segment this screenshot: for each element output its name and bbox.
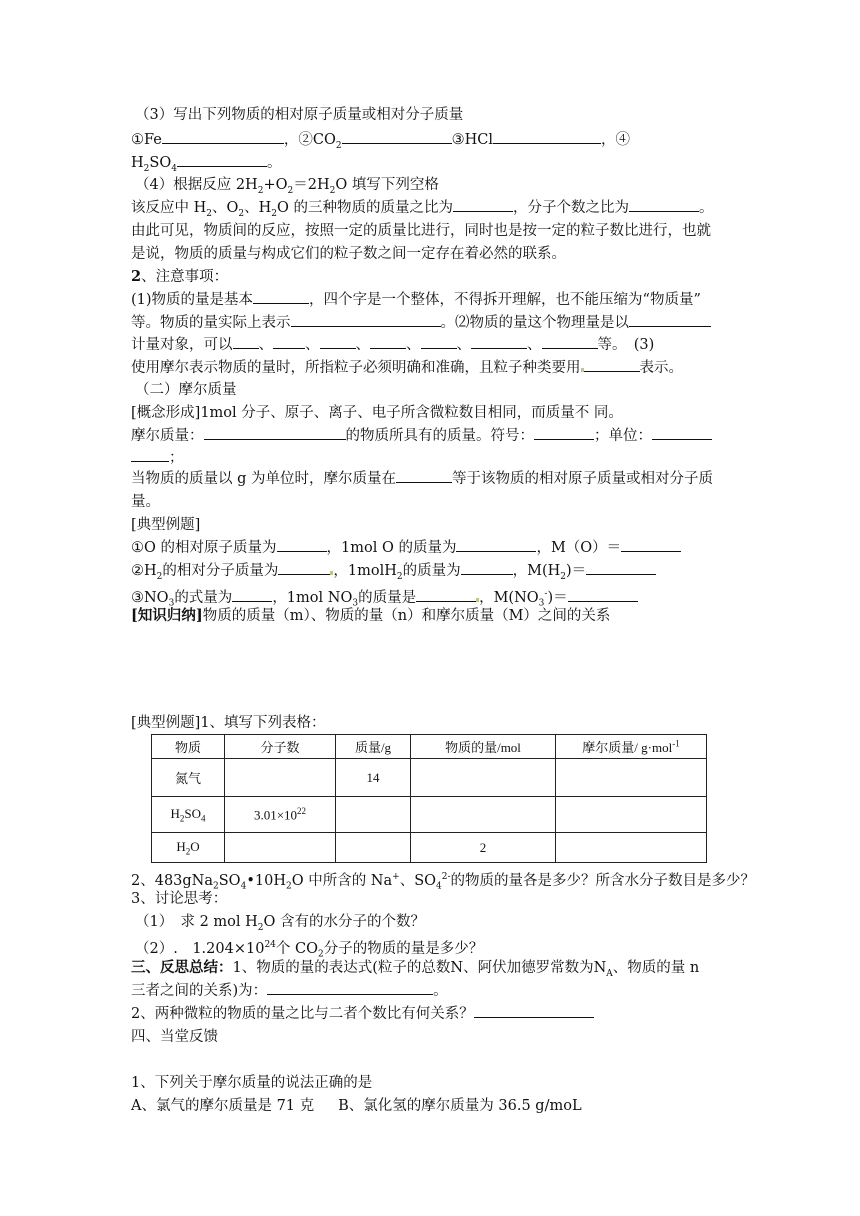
q3-2-c: 分子的物质的量是多少？: [323, 940, 484, 957]
sep-3: 、: [355, 337, 370, 353]
reflection-q2-text: 2、两种微粒的物质的量之比与二者个数比有何关系？: [131, 1006, 474, 1022]
sep-2: 、: [305, 337, 320, 353]
ex2-blank-2[interactable]: [461, 560, 513, 575]
q4-l1-f: 。: [699, 200, 714, 216]
notes-l1-a: (1)物质的量是基本: [131, 292, 254, 308]
four-label: ，④: [600, 132, 630, 148]
cell-mass[interactable]: [336, 833, 411, 863]
particle-blank-4[interactable]: [370, 334, 406, 349]
cell-name: 氮气: [152, 759, 225, 797]
after-q3-2: （2）. $1.204\times 10^{24}$个 $CO_2$分子的物质的量是多少？: [135, 940, 484, 960]
ex2-blank-3[interactable]: [586, 560, 656, 575]
q4-title-b: +O: [263, 177, 288, 193]
table-row: [152, 759, 707, 797]
cell-name-b: O: [190, 838, 200, 854]
q4-title-c: ＝2H: [293, 177, 330, 193]
molar-def-c: ；单位：: [594, 428, 652, 444]
cell-mol: 2: [411, 833, 556, 863]
cell-count[interactable]: [225, 759, 336, 797]
cell-name: $H_2O$: [152, 833, 225, 863]
q2-e: 、SO: [399, 872, 437, 889]
cell-name: $H_2SO_4$: [152, 797, 225, 833]
cell-count-sup: 22: [297, 805, 307, 816]
cell-mol[interactable]: [411, 797, 556, 833]
q2-c: •10H: [246, 872, 286, 889]
header-count: 分子数: [225, 735, 336, 759]
header-substance: 物质: [152, 735, 225, 759]
q4-title-a: （4）根据反应 2H: [135, 177, 258, 193]
molar-def-blank[interactable]: [204, 425, 346, 440]
header-mol: 物质的量/mol: [411, 735, 556, 759]
after-q2: 2、$483gNa_2SO_4•10H_2O$ 中所含的 Na+、$SO_4^{2-}$的物质的量各是多少？所含水分子数目是多少？: [131, 872, 756, 892]
notes-line1: [131, 289, 701, 311]
notes-line3: [131, 334, 654, 356]
molar-def-d: ；: [169, 450, 184, 466]
mass-ratio-blank[interactable]: [453, 197, 513, 212]
notes-heading: [131, 266, 228, 288]
ex1-b: ，1mol O 的质量为: [326, 540, 457, 556]
notes-l1-b: ，四个字是一个整体，不得拆开理解，也不能压缩为“物质量”: [309, 292, 701, 308]
fe-blank[interactable]: [162, 129, 284, 144]
table-row: [152, 833, 707, 863]
h2so4-label-b: SO: [149, 155, 172, 171]
notes-l3-end: 等。 (3): [597, 337, 655, 353]
header-molar-text: 摩尔质量/ g·mol: [582, 740, 673, 755]
q4-l1-b: 、O: [212, 200, 239, 216]
example-3: $③NO_3$的式量为 ，1mol $NO_3$的质量是 ，$M(NO_3^-)=$: [131, 583, 638, 615]
reflection-q2: [131, 1003, 594, 1025]
ex3-blank-2[interactable]: [416, 587, 476, 602]
cell-molar[interactable]: [556, 759, 707, 797]
q4-l1-c: 、H: [244, 200, 272, 216]
represents-blank[interactable]: [291, 312, 441, 327]
cell-mol[interactable]: [411, 759, 556, 797]
sep-5: 、: [456, 337, 471, 353]
cell-name-a: H: [176, 838, 186, 854]
notes-heading-num: 2: [131, 268, 142, 285]
ex3-c: ，1mol NO: [272, 589, 353, 606]
notes-l4-b: 表示。: [639, 360, 683, 376]
cell-name-b: SO: [184, 805, 201, 821]
notes-heading-text: 、注意事项：: [141, 269, 229, 285]
q2-f: 的物质的量各是多少？所含水分子数目是多少？: [450, 872, 756, 889]
q3-line2: $H_2SO_4$ 。: [131, 152, 281, 180]
ex1-blank-2[interactable]: [456, 537, 536, 552]
ex3-b: 的式量为: [174, 589, 233, 606]
sep-6: 、: [527, 337, 542, 353]
symbol-blank[interactable]: [534, 425, 594, 440]
reflection-heading: 三、反思总结：: [131, 959, 233, 976]
q4-line3: 是说，物质的质量与构成它们的粒子数之间一定存在着必然的联系。: [131, 246, 566, 262]
cell-count: [225, 797, 336, 833]
cell-mass: 14: [336, 759, 411, 797]
feedback-q1: 1、下列关于摩尔质量的说法正确的是: [131, 1075, 373, 1091]
particle-type-blank[interactable]: [584, 357, 640, 372]
fe-label: ①Fe: [131, 132, 162, 148]
ex2-e: ，M(H: [512, 563, 561, 579]
sep-4: 、: [406, 337, 421, 353]
h2so4-label: H: [131, 155, 144, 171]
q4-title-d: O 填写下列空格: [335, 177, 439, 193]
option-a[interactable]: A、氯气的摩尔质量是 71 克: [131, 1098, 315, 1114]
ex2-blank-1[interactable]: [278, 560, 330, 575]
cell-molar[interactable]: [556, 833, 707, 863]
after-q3-1: （1） 求 2 mol $H_2O$ 含有的水分子的个数？: [135, 914, 426, 933]
q2-b: SO: [218, 872, 241, 889]
feedback-options: [131, 1095, 582, 1117]
summary-line: [131, 605, 610, 627]
after-q3: 3、讨论思考：: [131, 891, 228, 907]
when-line1: [131, 468, 713, 490]
ex2-c: ，1molH: [333, 563, 397, 579]
summary-text: 物质的质量（m）、物质的量（n）和摩尔质量（M）之间的关系: [202, 608, 611, 624]
reflection-l2-end: 。: [433, 983, 448, 999]
q3-title: （3）写出下列物质的相对原子质量或相对分子质量: [135, 107, 464, 123]
molar-heading: （二）摩尔质量: [135, 382, 237, 398]
table-caption: [典型例题]1、填写下列表格：: [131, 715, 326, 731]
q3-2-sup: 24: [264, 940, 276, 950]
example-1: [131, 537, 681, 559]
particle-blank-7[interactable]: [542, 334, 598, 349]
header-molar-sup: -1: [672, 738, 680, 749]
table-row: [152, 797, 707, 833]
ex3-e: ，M(NO: [479, 589, 539, 606]
notes-line2: [131, 312, 711, 334]
hcl-blank[interactable]: [493, 129, 601, 144]
q3-2-b: 个 CO: [275, 940, 318, 957]
cell-name-a: H: [170, 805, 180, 821]
example-2: $②H_2$的相对分子质量为 ，1molH$_2$的质量为 ，$M(H_2)=$: [131, 560, 656, 588]
reflection-l2: 三者之间的关系)为：: [131, 983, 268, 999]
molar-def-a: 摩尔质量：: [131, 428, 204, 444]
basic-quantity-blank[interactable]: [253, 289, 309, 304]
header-mass: 质量/g: [336, 735, 411, 759]
count-ratio-blank[interactable]: [629, 197, 699, 212]
cell-mass[interactable]: [336, 797, 411, 833]
molar-def-b: 的物质所具有的质量。符号：: [345, 428, 534, 444]
concept-line: [概念形成]1mol 分子、原子、离子、电子所含微粒数目相同，而质量不 同。: [131, 405, 623, 421]
ex2-d: 的质量为: [402, 563, 461, 579]
particle-blank-3[interactable]: [320, 334, 356, 349]
ex3-a: ③NO: [131, 589, 169, 606]
expression-blank[interactable]: [267, 980, 433, 995]
when-b: 等于该物质的相对原子质量或相对分子质: [452, 471, 713, 487]
when-line2: 量。: [131, 494, 160, 510]
ex2-b: 的相对分子质量为: [162, 563, 279, 579]
q4-l1-d: O 的三种物质的质量之比为: [277, 200, 454, 216]
ex1-c: ，M（O）＝: [536, 540, 622, 556]
q3-1-a: （1） 求 2 mol H: [135, 914, 258, 930]
q3-end: 。: [266, 155, 282, 171]
co2-label: ，②CO: [283, 132, 336, 148]
ex2-f: )＝: [566, 563, 587, 579]
cell-count-a: 3.01×10: [253, 807, 298, 823]
reflection-line2: [131, 980, 448, 1002]
q4-l1-a: 该反应中 H: [131, 200, 207, 216]
reflection-c: 、物质的量 n: [612, 960, 700, 976]
when-a: 当物质的质量以 g 为单位时，摩尔质量在: [131, 471, 396, 487]
notes-l2-b: 。⑵物质的量这个物理量是以: [440, 315, 629, 331]
notes-l3-a: 计量对象，可以: [131, 337, 233, 353]
reflection-b: 1、物质的量的表达式(粒子的总数N、阿伏加德罗常数为N: [232, 960, 607, 976]
particle-blank-2[interactable]: [273, 334, 305, 349]
particle-blank-5[interactable]: [421, 334, 457, 349]
ex1-blank-1[interactable]: [277, 537, 327, 552]
ratio-relation-blank[interactable]: [474, 1003, 594, 1018]
q3-2-a: （2）. 1.204×10: [135, 940, 265, 957]
q4-l1-e: ，分子个数之比为: [513, 200, 630, 216]
notes-l2-a: 等。物质的量实际上表示: [131, 315, 291, 331]
example-heading: [典型例题]: [131, 517, 201, 533]
q3-line1: ①Fe ，$②CO_2$ ③HCl ，④: [131, 129, 630, 157]
sep-1: 、: [258, 337, 273, 353]
q2-d: O 中所含的 Na: [291, 872, 393, 889]
cell-molar[interactable]: [556, 797, 707, 833]
unit-blank-cont: [131, 447, 184, 469]
q4-line2: 由此可见，物质间的反应，按照一定的质量比进行，同时也是按一定的粒子数比进行，也就: [131, 223, 711, 239]
ex1-a: ①O 的相对原子质量为: [131, 540, 277, 556]
ex3-d: 的质量是: [358, 589, 417, 606]
ex2-a: ②H: [131, 563, 157, 579]
q3-1-b: O 含有的水分子的个数？: [263, 914, 426, 930]
ex1-blank-3[interactable]: [621, 537, 681, 552]
hcl-label: ③HCl: [451, 132, 493, 148]
unit-blank-2[interactable]: [131, 447, 169, 462]
q4-title: （4）根据反应 $2H_2+O_2=2H_2O$ 填写下列空格: [135, 177, 439, 196]
q2-a: 2、483gNa: [131, 872, 214, 889]
q4-line1: 该反应中 $H_2$、$O_2$、$H_2O$ 的三种物质的质量之比为 ，分子个数之比为 。: [131, 197, 714, 225]
header-molar: [556, 735, 707, 759]
particle-blank-6[interactable]: [471, 334, 527, 349]
molar-def-line: [131, 425, 712, 447]
ex3-blank-3[interactable]: [568, 587, 638, 602]
notes-line4: [131, 357, 683, 379]
fill-table: [151, 734, 707, 863]
cell-count[interactable]: [225, 833, 336, 863]
table-header-row: [152, 735, 707, 759]
co2-blank[interactable]: [342, 129, 452, 144]
ex3-f: )＝: [547, 589, 568, 606]
h2so4-blank[interactable]: [177, 152, 267, 167]
particle-blank-1[interactable]: [233, 334, 259, 349]
feedback-heading: 四、当堂反馈: [131, 1029, 218, 1045]
numerically-blank[interactable]: [396, 468, 452, 483]
unit-blank[interactable]: [652, 425, 712, 440]
notes-l4-a: 使用摩尔表示物质的量时，所指粒子必须明确和准确，且粒子种类要用: [131, 360, 581, 376]
option-b[interactable]: B、氯化氢的摩尔质量为 36.5 g/moL: [338, 1098, 582, 1114]
ex3-blank-1[interactable]: [232, 587, 272, 602]
measure-object-blank[interactable]: [629, 312, 711, 327]
summary-bold: [知识归纳]: [131, 607, 203, 624]
reflection-sub: A: [606, 968, 613, 979]
